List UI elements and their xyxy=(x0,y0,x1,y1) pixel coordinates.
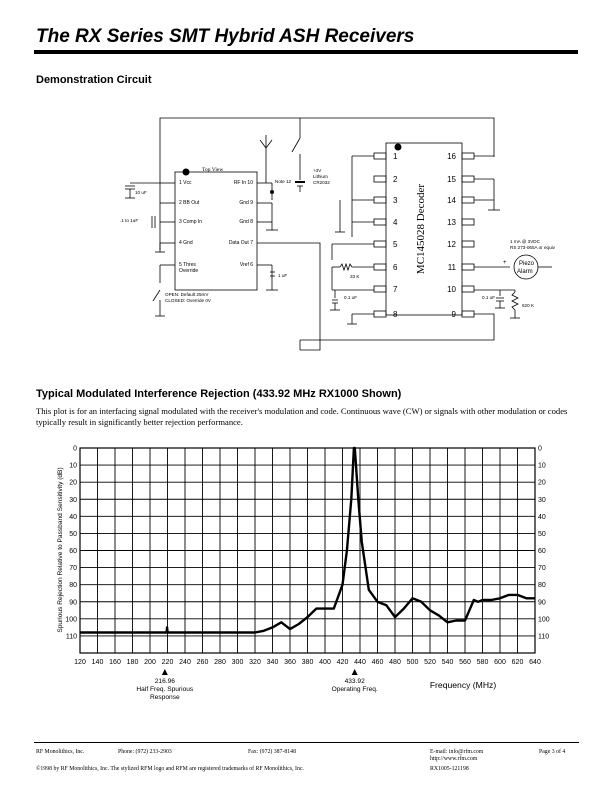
svg-text:1 mA @ 3VDC: 1 mA @ 3VDC xyxy=(510,239,540,244)
footer-rule xyxy=(34,742,579,743)
y-tick-right-60: 60 xyxy=(538,548,546,555)
y-tick-left-40: 40 xyxy=(69,513,77,521)
y-tick-left-30: 30 xyxy=(69,496,77,504)
svg-text:620 K: 620 K xyxy=(522,303,535,308)
y-tick-left-100: 100 xyxy=(65,616,77,624)
svg-text:4 Gnd: 4 Gnd xyxy=(179,240,193,246)
y-tick-right-80: 80 xyxy=(538,582,546,590)
svg-text:Piezo: Piezo xyxy=(519,261,535,267)
svg-text:1: 1 xyxy=(393,152,398,161)
y-tick-left-0: 0 xyxy=(73,445,77,453)
svg-text:RS 273-065A or equiv: RS 273-065A or equiv xyxy=(510,245,555,250)
x-tick-240: 240 xyxy=(179,659,191,666)
y-tick-right-0: 0 xyxy=(538,445,542,453)
footer-fax: Fax: (972) 387-8148 xyxy=(248,749,296,755)
footer-email[interactable]: E-mail: info@rfm.com xyxy=(430,749,484,755)
annotation-marker-0 xyxy=(162,669,168,675)
svg-text:10: 10 xyxy=(447,285,456,294)
x-tick-540: 540 xyxy=(441,659,454,666)
x-tick-220: 220 xyxy=(161,659,174,666)
svg-text:Vref 6: Vref 6 xyxy=(239,262,253,268)
annotations xyxy=(136,669,377,701)
y-tick-left-70: 70 xyxy=(69,565,77,573)
footer-company: RF Monolithics, Inc. xyxy=(36,749,85,755)
svg-text:1 Vcc: 1 Vcc xyxy=(179,180,192,186)
section-heading-rejection: Typical Modulated Interference Rejection (433.92 MHz RX1000 Shown) xyxy=(36,388,402,400)
decoder-name: MC145028 Decoder xyxy=(415,183,427,275)
svg-text:3 Comp In: 3 Comp In xyxy=(179,219,203,225)
svg-text:Alarm: Alarm xyxy=(517,269,533,275)
x-tick-640: 640 xyxy=(529,659,541,666)
y-tick-right-100: 100 xyxy=(538,616,550,624)
svg-text:4: 4 xyxy=(393,218,398,227)
x-tick-120: 120 xyxy=(74,659,86,666)
svg-text:10 uF: 10 uF xyxy=(135,190,147,195)
x-tick-560: 560 xyxy=(459,659,471,666)
y-tick-left-60: 60 xyxy=(69,548,77,555)
svg-text:CR2032: CR2032 xyxy=(313,180,330,185)
x-tick-600: 600 xyxy=(494,659,506,666)
x-tick-340: 340 xyxy=(266,659,279,666)
x-tick-200: 200 xyxy=(144,659,156,666)
svg-text:3: 3 xyxy=(393,196,398,205)
rx-left-pins xyxy=(179,180,202,274)
y-tick-left-90: 90 xyxy=(69,599,77,607)
x-ticks xyxy=(74,659,541,666)
svg-text:2 BB Out: 2 BB Out xyxy=(179,200,200,206)
y-tick-left-10: 10 xyxy=(69,462,77,470)
rx-right-pins xyxy=(229,180,253,268)
svg-text:15: 15 xyxy=(447,175,456,184)
x-tick-320: 320 xyxy=(249,659,261,666)
svg-text:Gnd 9: Gnd 9 xyxy=(239,200,253,206)
annotation-label-0-2: Response xyxy=(149,694,180,701)
x-axis-label: Frequency (MHz) xyxy=(429,680,497,690)
x-tick-160: 160 xyxy=(109,659,121,666)
y-tick-right-30: 30 xyxy=(538,496,546,504)
y-tick-right-110: 110 xyxy=(538,633,550,641)
svg-text:1 uF: 1 uF xyxy=(278,273,288,278)
svg-text:6: 6 xyxy=(393,263,398,272)
svg-text:11: 11 xyxy=(447,263,456,272)
svg-text:+: + xyxy=(503,260,507,266)
y-tick-left-50: 50 xyxy=(69,530,77,538)
y-tick-right-40: 40 xyxy=(538,513,546,521)
x-tick-140: 140 xyxy=(91,659,104,666)
y-tick-right-20: 20 xyxy=(538,479,546,487)
section-heading-circuit: Demonstration Circuit xyxy=(36,74,152,86)
footer-page: Page 3 of 4 xyxy=(539,749,566,755)
x-tick-480: 480 xyxy=(389,659,401,666)
x-tick-360: 360 xyxy=(284,659,296,666)
x-tick-500: 500 xyxy=(406,659,419,666)
decoder-right-pins xyxy=(447,152,456,319)
x-tick-460: 460 xyxy=(371,659,384,666)
footer-web[interactable]: http://www.rfm.com xyxy=(430,756,478,762)
decoder-left-pins xyxy=(393,152,398,319)
x-tick-300: 300 xyxy=(231,659,244,666)
y-tick-right-50: 50 xyxy=(538,530,546,538)
grid xyxy=(80,448,535,653)
annotation-label-1-0: 433.92 xyxy=(344,678,365,685)
part-labels xyxy=(120,168,556,308)
svg-text:16: 16 xyxy=(447,152,456,161)
footer-doc-id: RX1005-121198 xyxy=(430,766,469,772)
svg-text:8: 8 xyxy=(393,310,398,319)
x-tick-420: 420 xyxy=(336,659,349,666)
y-tick-left-20: 20 xyxy=(69,479,77,487)
page-title: The RX Series SMT Hybrid ASH Receivers xyxy=(36,26,415,47)
y-tick-right-70: 70 xyxy=(538,565,546,573)
svg-text:Note 12: Note 12 xyxy=(275,179,292,184)
svg-text:RF In 10: RF In 10 xyxy=(233,180,253,186)
svg-text:2: 2 xyxy=(393,175,398,184)
y-tick-right-90: 90 xyxy=(538,599,546,607)
x-tick-440: 440 xyxy=(354,659,366,666)
svg-text:12: 12 xyxy=(447,240,456,249)
rejection-chart xyxy=(0,438,612,713)
y-tick-left-110: 110 xyxy=(65,633,77,641)
footer-phone: Phone: (972) 233-2903 xyxy=(118,749,172,755)
svg-text:+3V: +3V xyxy=(313,168,322,173)
y-tick-right-10: 10 xyxy=(538,462,546,470)
svg-text:14: 14 xyxy=(447,196,456,205)
svg-text:OPEN: Default 25mV: OPEN: Default 25mV xyxy=(165,292,209,297)
svg-text:CLOSED: Override 0V: CLOSED: Override 0V xyxy=(165,298,211,303)
x-tick-380: 380 xyxy=(301,659,314,666)
x-tick-580: 580 xyxy=(476,659,489,666)
svg-text:0.1 uF: 0.1 uF xyxy=(344,295,358,300)
x-tick-400: 400 xyxy=(319,659,331,666)
y-ticks-left xyxy=(65,446,77,641)
y-ticks-right xyxy=(538,446,550,641)
x-tick-180: 180 xyxy=(126,659,139,666)
x-tick-280: 280 xyxy=(214,659,226,666)
svg-text:0.1 uF: 0.1 uF xyxy=(482,295,496,300)
x-tick-520: 520 xyxy=(424,659,436,666)
top-view-label: Top View xyxy=(202,167,224,173)
footer-copyright: ©1998 by RF Monolithics, Inc. The stylized RFM logo and RFM are registered trademarks of RF Monolithics, Inc. xyxy=(36,766,304,772)
svg-text:7: 7 xyxy=(393,285,398,294)
svg-text:13: 13 xyxy=(447,218,456,227)
y-axis-label: Spurious Rejection Relative to Passband Sensitivity (dB) xyxy=(57,467,64,633)
svg-text:Data Out 7: Data Out 7 xyxy=(228,240,253,246)
annotation-label-0-1: Half Freq. Spurious xyxy=(136,686,194,693)
svg-text:.1 to 1uF: .1 to 1uF xyxy=(120,218,139,223)
demonstration-circuit xyxy=(0,0,612,380)
svg-text:9: 9 xyxy=(451,310,456,319)
svg-text:5 Thres: 5 Thres xyxy=(179,262,196,268)
svg-text:Lithium: Lithium xyxy=(313,174,328,179)
svg-text:Override: Override xyxy=(179,268,199,274)
annotation-marker-1 xyxy=(352,669,358,675)
annotation-label-1-1: Operating Freq. xyxy=(331,686,378,693)
x-tick-260: 260 xyxy=(196,659,209,666)
rejection-intro: This plot is for an interfacing signal modulated with the receiver's modulation and code. Continuous wave (CW) or signals with other modulation or codes typically result in significantly better rejection performance. xyxy=(36,406,568,427)
svg-text:5: 5 xyxy=(393,240,398,249)
svg-text:33 K: 33 K xyxy=(350,274,360,279)
y-tick-left-80: 80 xyxy=(69,582,77,590)
svg-text:Gnd 8: Gnd 8 xyxy=(239,219,253,225)
annotation-label-0-0: 216.96 xyxy=(154,678,175,685)
x-tick-620: 620 xyxy=(511,659,524,666)
